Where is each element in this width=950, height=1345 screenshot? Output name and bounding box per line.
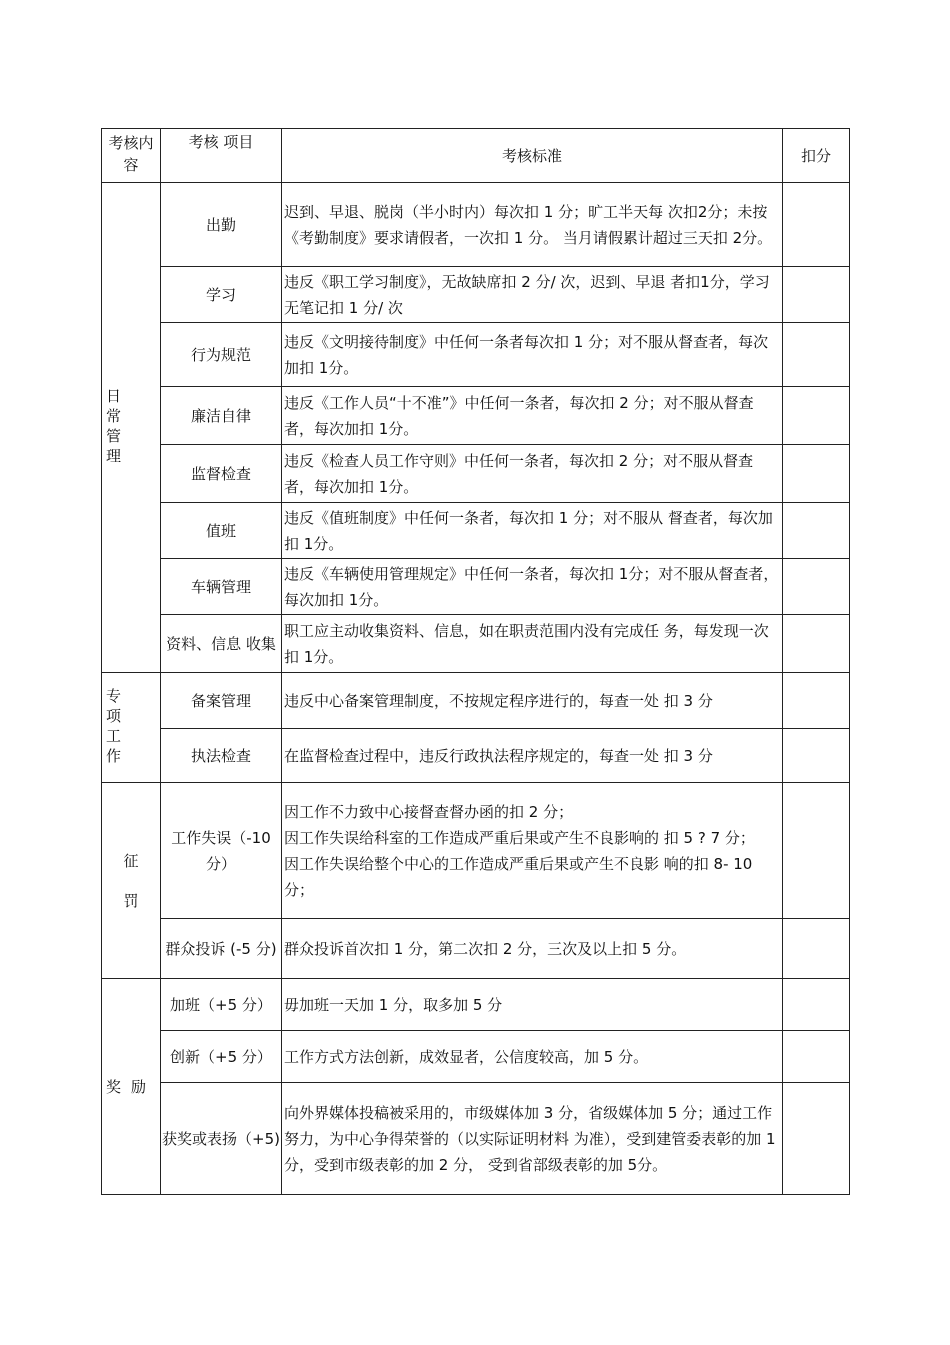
category-cell [102, 183, 161, 673]
header-deduction: 扣分 [783, 129, 850, 183]
header-item: 考核 项目 [161, 129, 282, 183]
standard-line: 因工作不力致中心接督查督办函的扣 2 分； [284, 802, 574, 821]
standard-cell: 违反《文明接待制度》中任何一条者每次扣 1 分；对不服从督查者，每次加扣 1分。 [282, 323, 783, 387]
deduction-cell [783, 559, 850, 615]
deduction-cell [783, 783, 850, 919]
category-label: 日常管理 [106, 387, 122, 465]
deduction-cell [783, 673, 850, 729]
deduction-cell [783, 979, 850, 1031]
deduction-cell [783, 1083, 850, 1195]
table-row [102, 503, 850, 559]
category-cell [102, 783, 161, 979]
table-row [102, 559, 850, 615]
table-row [102, 387, 850, 445]
standard-cell [282, 783, 783, 919]
table-row [102, 673, 850, 729]
standard-cell: 违反《工作人员“十不准”》中任何一条者，每次扣 2 分；对不服从督查者，每次加扣 1分。 [282, 387, 783, 445]
header-category: 考核内容 [102, 129, 161, 183]
category-cell [102, 979, 161, 1195]
item-cell: 备案管理 [161, 673, 282, 729]
standard-cell: 毋加班一天加 1 分，取多加 5 分 [282, 979, 783, 1031]
table-row [102, 919, 850, 979]
table-row [102, 1083, 850, 1195]
standard-cell: 迟到、早退、脱岗（半小时内）每次扣 1 分；旷工半天每 次扣2分；未按《考勤制度》要求请假者，一次扣 1 分。 当月请假累计超过三天扣 2分。 [282, 183, 783, 267]
item-cell: 创新（+5 分） [161, 1031, 282, 1083]
deduction-cell [783, 729, 850, 783]
item-cell: 加班（+5 分） [161, 979, 282, 1031]
category-label: 奖励 [105, 1077, 156, 1096]
deduction-cell [783, 503, 850, 559]
standard-cell: 群众投诉首次扣 1 分，第二次扣 2 分，三次及以上扣 5 分。 [282, 919, 783, 979]
table-row [102, 1031, 850, 1083]
table-row [102, 783, 850, 919]
item-cell: 廉洁自律 [161, 387, 282, 445]
table-row [102, 323, 850, 387]
table-row [102, 729, 850, 783]
standard-cell: 违反《值班制度》中任何一条者，每次扣 1 分；对不服从 督查者，每次加扣 1分。 [282, 503, 783, 559]
item-cell: 执法检查 [161, 729, 282, 783]
standard-cell: 工作方式方法创新，成效显者，公信度较高，加 5 分。 [282, 1031, 783, 1083]
deduction-cell [783, 323, 850, 387]
header-standard: 考核标准 [282, 129, 783, 183]
deduction-cell [783, 615, 850, 673]
table-row [102, 615, 850, 673]
item-cell: 值班 [161, 503, 282, 559]
category-label: 征罚 [123, 851, 139, 910]
deduction-cell [783, 183, 850, 267]
deduction-cell [783, 919, 850, 979]
table-row [102, 183, 850, 267]
assessment-table [101, 128, 850, 1195]
standard-cell: 违反《检查人员工作守则》中任何一条者，每次扣 2 分；对不服从督查者，每次加扣 1分。 [282, 445, 783, 503]
deduction-cell [783, 1031, 850, 1083]
item-cell: 资料、信息 收集 [161, 615, 282, 673]
item-cell: 监督检查 [161, 445, 282, 503]
table-header-row [102, 129, 850, 183]
item-cell: 工作失误（-10 分） [161, 783, 282, 919]
category-label: 专项工作 [106, 687, 122, 765]
item-cell: 群众投诉 (-5 分) [161, 919, 282, 979]
item-cell: 出勤 [161, 183, 282, 267]
deduction-cell [783, 267, 850, 323]
table-row [102, 445, 850, 503]
item-cell: 车辆管理 [161, 559, 282, 615]
standard-cell: 职工应主动收集资料、信息，如在职责范围内没有完成任 务，每发现一次扣 1分。 [282, 615, 783, 673]
standard-cell: 向外界媒体投稿被采用的，市级媒体加 3 分，省级媒体加 5 分；通过工作努力，为中心争得荣誉的（以实际证明材料 为准），受到建管委表彰的加 1 分，受到市级表彰的加 2 分， 受到省部级表彰的加 5分。 [282, 1083, 783, 1195]
table-row [102, 979, 850, 1031]
standard-line: 因工作失误给整个中心的工作造成严重后果或产生不良影 响的扣 8- 10 分； [284, 854, 753, 899]
standard-cell: 违反《车辆使用管理规定》中任何一条者，每次扣 1分；对不服从督查者，每次加扣 1分。 [282, 559, 783, 615]
standard-cell: 违反中心备案管理制度，不按规定程序进行的，每查一处 扣 3 分 [282, 673, 783, 729]
deduction-cell [783, 387, 850, 445]
standard-line: 因工作失误给科室的工作造成严重后果或产生不良影响的 扣 5 ? 7 分； [284, 828, 755, 847]
deduction-cell [783, 445, 850, 503]
table-row [102, 267, 850, 323]
item-cell: 学习 [161, 267, 282, 323]
item-cell: 获奖或表扬（+5) [161, 1083, 282, 1195]
category-cell [102, 673, 161, 783]
item-cell: 行为规范 [161, 323, 282, 387]
standard-cell: 在监督检查过程中，违反行政执法程序规定的，每查一处 扣 3 分 [282, 729, 783, 783]
standard-cell: 违反《职工学习制度》，无故缺席扣 2 分/ 次，迟到、早退 者扣1分，学习无笔记扣 1 分/ 次 [282, 267, 783, 323]
